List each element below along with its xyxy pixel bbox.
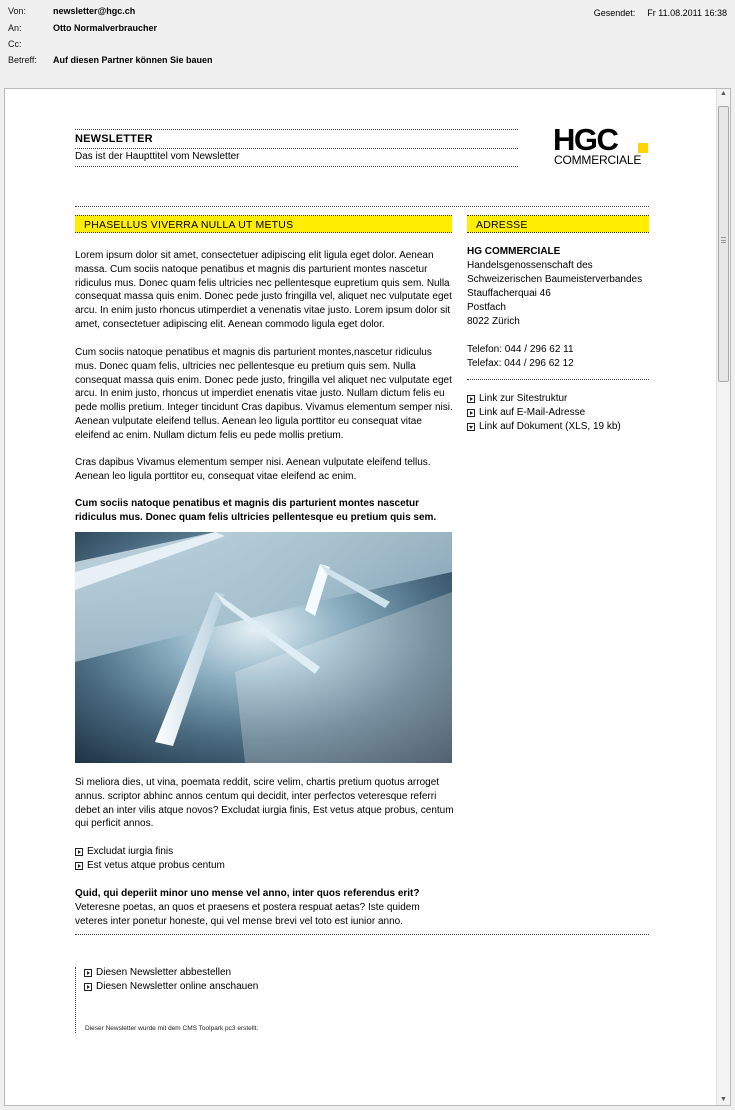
- sidebar-section-heading: ADRESSE: [467, 215, 649, 233]
- footer-divider: [75, 967, 76, 1033]
- sent-info: [594, 6, 727, 20]
- list-item[interactable]: Excludat iurgia finis: [75, 845, 455, 859]
- divider: [75, 129, 518, 130]
- sent-label: Gesendet:: [593, 8, 636, 18]
- main-section-heading: PHASELLUS VIVERRA NULLA UT METUS: [75, 215, 452, 233]
- unsubscribe-link[interactable]: Diesen Newsletter abbestellen: [84, 966, 384, 980]
- sidebar-link-list: [467, 392, 652, 434]
- from-label: Von:: [8, 6, 27, 16]
- sent-value: Fr 11.08.2011 16:38: [647, 8, 727, 18]
- paragraph-2: Cum sociis natoque penatibus et magnis dis parturient montes,nascetur ridiculus mus. Donec quam felis, ultricies nec pellentesque eu pretium quis sem. Nulla consequat massa quis enim. Donec pede justo, fringilla vel aliquet nec vulputate eget arcu. In enim justo, rhoncus ut imperdiet enenatis vitae justo. Nullam dictum felis eu pede mollis pretium. Integer tincidunt Cras dapibus. Vivamus elementum semper nisi. Aenean vulputate eleifend tellus. Aenean leo ligula porttitor eu consequat vitae eleifend ac enim. Nullam dictum felis eu pede mollis pretium.: [75, 347, 453, 441]
- to-label: An:: [8, 23, 22, 33]
- scrollbar-thumb[interactable]: [718, 106, 729, 382]
- scroll-down-arrow-icon[interactable]: ▼: [720, 1096, 727, 1103]
- address-line: Postfach: [467, 302, 506, 313]
- arrow-right-icon: [467, 395, 475, 403]
- arrow-right-icon: [84, 983, 92, 991]
- divider: [467, 379, 649, 380]
- question-paragraph: Veteresne poetas, an quos et praesens et postera respuat aetas? Iste quidem veteres inter ponetur honeste, qui vel mense brevi vel toto est iunior anno.: [75, 902, 420, 927]
- footer-link-list: [84, 966, 384, 994]
- address-line: 8022 Zürich: [467, 316, 520, 327]
- subject-value: Auf diesen Partner können Sie bauen: [53, 55, 213, 65]
- arrow-right-icon: [467, 409, 475, 417]
- fax-number: Telefax: 044 / 296 62 12: [467, 358, 574, 369]
- logo-square-icon: [638, 143, 648, 153]
- view-online-link[interactable]: Diesen Newsletter online anschauen: [84, 980, 384, 994]
- divider: [75, 166, 518, 167]
- sidebar-link-document[interactable]: Link auf Dokument (XLS, 19 kb): [467, 420, 652, 434]
- company-name: HG COMMERCIALE: [467, 246, 561, 257]
- hero-image: [75, 532, 452, 763]
- vertical-scrollbar[interactable]: [716, 89, 730, 1105]
- steel-profile-image: [75, 532, 452, 763]
- address-line: Stauffacherquai 46: [467, 288, 551, 299]
- question-heading: Quid, qui deperiit minor uno mense vel anno, inter quos referendus erit?: [75, 888, 420, 899]
- address-line: Handelsgenossenschaft des: [467, 260, 593, 271]
- grip-icon: [721, 237, 726, 243]
- arrow-right-icon: [75, 862, 83, 870]
- arrow-down-icon: [467, 423, 475, 431]
- highlight-paragraph: Cum sociis natoque penatibus et magnis dis parturient montes nascetur ridiculus mus. Donec quam felis ultricies pellentesque eu pretium quis sem.: [75, 498, 437, 523]
- divider: [75, 934, 649, 935]
- scroll-up-arrow-icon[interactable]: ▲: [720, 90, 727, 97]
- paragraph-5: Si meliora dies, ut vina, poemata reddit, scire velim, chartis pretium quotus arroget annus. scriptor abhinc annos centum qui decidit, inter perfectos veteresque referri debet an inter vilis atque novos? Excludat iurgia finis, Est vetus atque probus, centum qui perficit annos.: [75, 777, 454, 830]
- paragraph-1: Lorem ipsum dolor sit amet, consectetuer adipiscing elit ligula eget dolor. Aenean massa. Cum sociis natoque penatibus et magnis dis parturient montes nascetur ridiculus mus. Donec quam felis ultricies nec pellentesque eupretium quis sem. Nulla consequat massa quis enim. Donec pede justo fringilla vel, aliquet nec vulputate eget arcu. In enim justo rhoncus utimperdiet a venenatis vitae justo. Lorem ipsum dolor sit amet, consectetuer adipiscing elit. Aenean commodo ligula eget dolor.: [75, 250, 452, 330]
- newsletter-title: NEWSLETTER: [75, 133, 153, 145]
- divider: [75, 206, 649, 207]
- divider: [75, 148, 518, 149]
- hgc-logo: [553, 122, 653, 167]
- email-header: [0, 0, 735, 88]
- sidebar-link-email[interactable]: Link auf E-Mail-Adresse: [467, 406, 652, 420]
- address-line: Schweizerischen Baumeisterverbandes: [467, 274, 643, 285]
- arrow-right-icon: [84, 969, 92, 977]
- list-item[interactable]: Est vetus atque probus centum: [75, 859, 455, 873]
- logo-main-text: HGC: [553, 122, 618, 157]
- to-value[interactable]: Otto Normalverbraucher: [53, 23, 158, 33]
- newsletter-subtitle: Das ist der Haupttitel vom Newsletter: [75, 151, 240, 162]
- from-value[interactable]: newsletter@hgc.ch: [53, 6, 136, 16]
- phone-number: Telefon: 044 / 296 62 11: [467, 344, 574, 355]
- cc-label: Cc:: [8, 39, 22, 49]
- message-body[interactable]: [4, 88, 731, 1106]
- main-bullet-list: [75, 845, 455, 873]
- logo-sub-text: COMMERCIALE: [554, 153, 642, 167]
- sidebar-link-sitemap[interactable]: Link zur Sitestruktur: [467, 392, 652, 406]
- paragraph-3: Cras dapibus Vivamus elementum semper nisi. Aenean vulputate eleifend tellus. Aenean leo ligula porttitor eu, consequat vitae eleifend ac enim.: [75, 457, 431, 482]
- arrow-right-icon: [75, 848, 83, 856]
- footer-note: Dieser Newsletter wurde mit dem CMS Toolpark pc3 erstellt.: [85, 1025, 259, 1032]
- subject-label: Betreff:: [8, 55, 37, 65]
